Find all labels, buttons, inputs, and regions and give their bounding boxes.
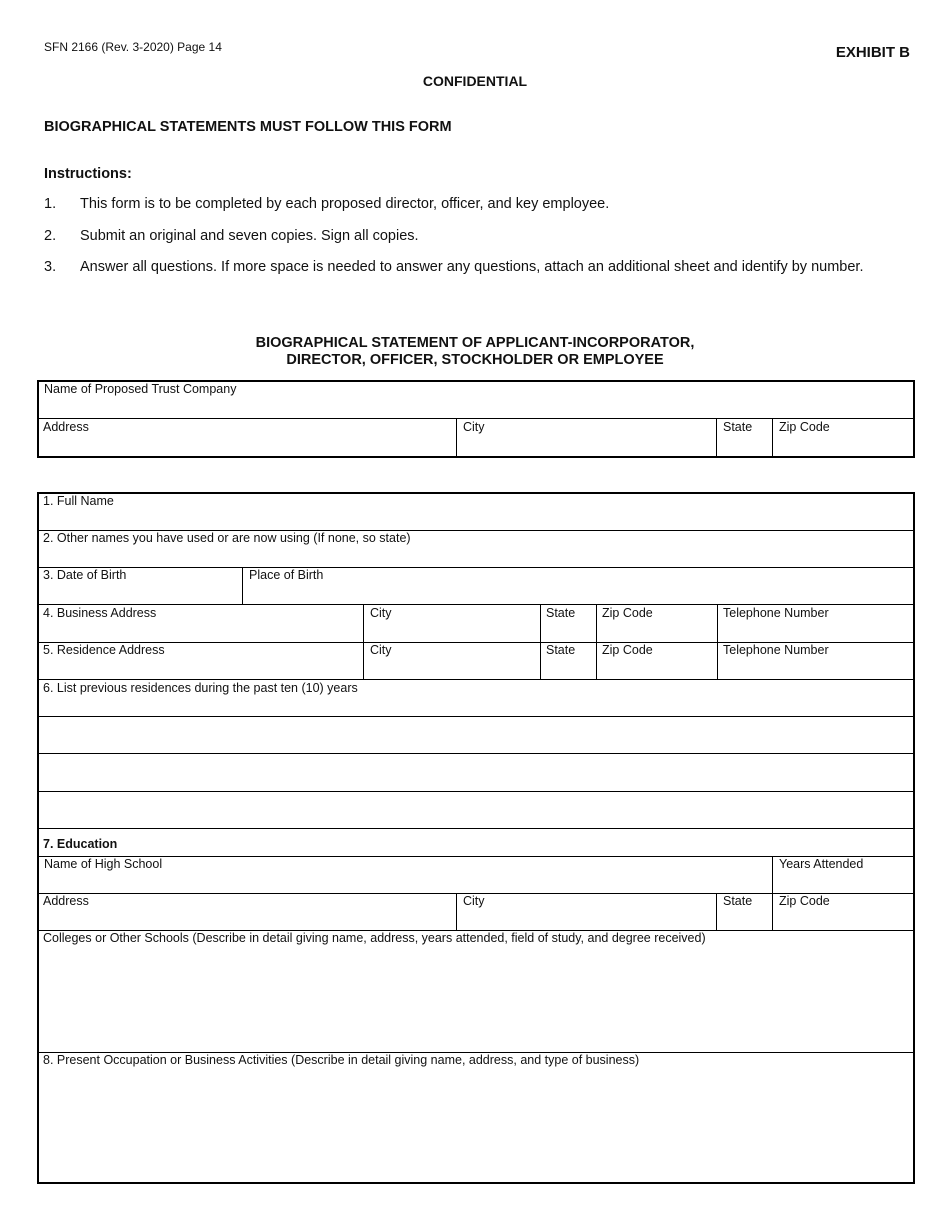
divider: [540, 604, 541, 679]
instruction-text: Submit an original and seven copies. Sign all copies.: [80, 228, 419, 244]
instruction-text: This form is to be completed by each proposed director, officer, and key employee.: [80, 196, 610, 212]
residence-city-field[interactable]: City: [370, 643, 392, 657]
divider: [363, 604, 364, 679]
instruction-number: 3.: [44, 259, 57, 275]
colleges-field[interactable]: Colleges or Other Schools (Describe in detail giving name, address, years attended, field of study, and degree received): [43, 931, 706, 945]
residence-zip-field[interactable]: Zip Code: [602, 643, 653, 657]
business-phone-field[interactable]: Telephone Number: [723, 606, 829, 620]
divider: [38, 567, 914, 568]
residence-state-field[interactable]: State: [546, 643, 576, 657]
previous-residences-field[interactable]: 6. List previous residences during the past ten (10) years: [43, 681, 358, 695]
instruction-text: Answer all questions. If more space is needed to answer any questions, attach an additional sheet and identify by number.: [80, 259, 864, 275]
business-city-field[interactable]: City: [370, 606, 392, 620]
date-of-birth-field[interactable]: 3. Date of Birth: [43, 568, 127, 582]
confidential-heading: CONFIDENTIAL: [422, 73, 528, 89]
divider: [456, 893, 457, 930]
statement-title-line1: BIOGRAPHICAL STATEMENT OF APPLICANT-INCORPORATOR,: [255, 335, 695, 351]
divider: [38, 604, 914, 605]
residence-phone-field[interactable]: Telephone Number: [723, 643, 829, 657]
education-address-field[interactable]: Address: [43, 894, 89, 908]
company-name-field[interactable]: Name of Proposed Trust Company: [44, 382, 237, 396]
divider: [772, 856, 773, 930]
divider: [716, 893, 717, 930]
divider: [772, 418, 773, 457]
residence-address-field[interactable]: 5. Residence Address: [43, 643, 165, 657]
divider: [38, 791, 914, 792]
company-state-field[interactable]: State: [723, 420, 753, 434]
high-school-field[interactable]: Name of High School: [44, 857, 163, 871]
divider: [456, 418, 457, 457]
business-zip-field[interactable]: Zip Code: [602, 606, 653, 620]
full-name-field[interactable]: 1. Full Name: [43, 494, 114, 508]
must-follow-heading: BIOGRAPHICAL STATEMENTS MUST FOLLOW THIS FORM: [44, 119, 452, 135]
place-of-birth-field[interactable]: Place of Birth: [249, 568, 324, 582]
statement-title-line2: DIRECTOR, OFFICER, STOCKHOLDER OR EMPLOYEE: [286, 352, 664, 368]
divider: [242, 567, 243, 604]
divider: [38, 716, 914, 717]
education-zip-field[interactable]: Zip Code: [779, 894, 830, 908]
business-address-field[interactable]: 4. Business Address: [43, 606, 157, 620]
divider: [38, 753, 914, 754]
exhibit-label: EXHIBIT B: [835, 44, 910, 61]
company-zip-field[interactable]: Zip Code: [779, 420, 830, 434]
divider: [717, 604, 718, 679]
divider: [38, 418, 914, 419]
other-names-field[interactable]: 2. Other names you have used or are now using (If none, so state): [43, 531, 411, 545]
instruction-number: 2.: [44, 228, 57, 244]
divider: [596, 604, 597, 679]
occupation-field[interactable]: 8. Present Occupation or Business Activities (Describe in detail giving name, address, and type of business): [43, 1053, 640, 1067]
company-city-field[interactable]: City: [463, 420, 485, 434]
education-state-field[interactable]: State: [723, 894, 753, 908]
instruction-number: 1.: [44, 196, 57, 212]
divider: [38, 679, 914, 680]
company-address-field[interactable]: Address: [43, 420, 89, 434]
statement-title: [0, 335, 950, 369]
divider: [716, 418, 717, 457]
main-form-box: [37, 492, 915, 1184]
business-state-field[interactable]: State: [546, 606, 576, 620]
education-heading: 7. Education: [43, 837, 118, 851]
years-attended-field[interactable]: Years Attended: [779, 857, 864, 871]
form-id: SFN 2166 (Rev. 3-2020) Page 14: [44, 40, 222, 54]
instructions-heading: Instructions:: [44, 166, 132, 182]
education-city-field[interactable]: City: [463, 894, 485, 908]
divider: [38, 828, 914, 829]
